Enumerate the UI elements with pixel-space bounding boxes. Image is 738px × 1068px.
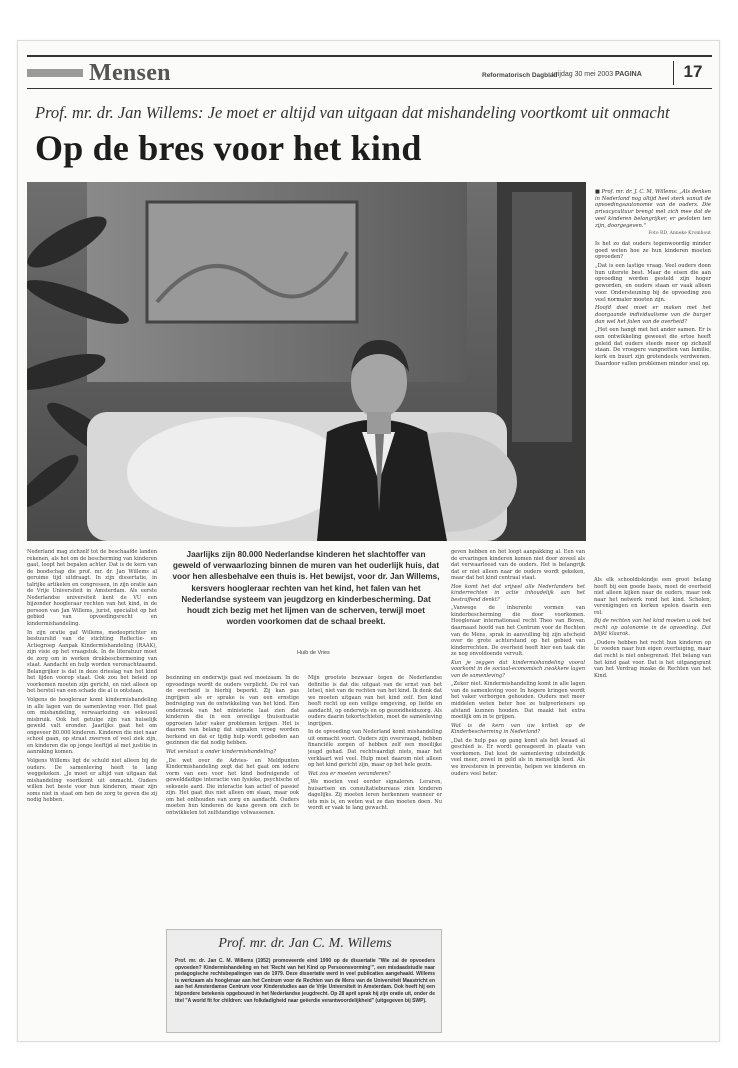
body-paragraph: „Dat de hulp pas op gang komt als het kwaad al geschied is. Er wordt gereageerd in plaats van voorkomen. Dat kost de samenleving uiteindelijk veel meer, zowel in geld als in menselijk leed. Als we investeren in preventie, helpen we kinderen en ouders veel beter. bbox=[451, 737, 585, 777]
interview-question: Wat verstaat u onder kindermishandeling? bbox=[166, 749, 276, 756]
text-column-4 bbox=[451, 549, 585, 1033]
body-paragraph: „De wet over de Advies- en Meldpunten Kindermishandeling zegt dat het gaat om iedere vorm van een voor het kind bedreigende of gewelddadige interactie van fysieke, psychische of seksuele aard. Die interactie kan actief of passief zijn. Het gaat dus niet alleen om slaan, maar ook om het onthouden van zorg en aandacht. Ouders moeten hun kinderen de kans geven om zich te ontwikkelen tot zelfstandige volwassenen. bbox=[166, 757, 299, 816]
newspaper-sheet bbox=[17, 40, 720, 1042]
body-paragraph: „Ouders hebben het recht hun kinderen op te voeden naar hun eigen overtuiging, maar dat recht is niet onbegrensd. Het belang van het kind gaat voor. Dat is het uitgangspunt van het Verdrag inzake de Rechten van het Kind. bbox=[594, 639, 711, 679]
caption-paragraph: Is het zo dat ouders tegenwoordig minder goed weten hoe ze hun kinderen moeten opvoeden? bbox=[595, 240, 711, 261]
body-paragraph: „Zeker niet. Kindermishandeling komt in alle lagen van de samenleving voor. In hogere kringen wordt het vaker verborgen gehouden. Ouders met meer middelen weten beter hoe ze hulpverleners op afstand kunnen houden. Dat maakt het extra moeilijk om in te grijpen. bbox=[451, 681, 585, 721]
body-paragraph: Volgens de hoogleraar komt kindermishandeling in alle lagen van de samenleving voor. Het gaat om mishandeling, verwaarlozing en seksueel misbruik. Ook het getuige zijn van huiselijk geweld valt eronder. Jaarlijks gaat het om ongeveer 80.000 kinderen. Kinderen die niet naar school gaan, op straat zwerven of veel ziek zijn, en kinderen die op jonge leeftijd al met justitie in aanraking komen. bbox=[27, 697, 157, 756]
section-bar bbox=[27, 69, 83, 77]
profile-title: Prof. mr. dr. Jan C. M. Willems bbox=[218, 936, 392, 951]
body-paragraph: „Vanwege de inherente vormen van kinderbescherming die door voorkomen. Hoogleraar internationaal recht Theo van Boven, daarnaast hoofd van het Centrum voor de Rechten van de Mens, sprak in aanvulling bij zijn afscheid over de grote achterstand op het gebied van kinderrechten. De overheid heeft hier een taak die ze nog onvoldoende vervult. bbox=[451, 605, 585, 658]
body-paragraph: Nederland mag zichzelf tot de beschaafde landen rekenen, als het om de bescherming van kinderen gaat, loopt het bepalen achter. Dat is de kern van de boodschap die prof. mr. dr. Jan Willems al geruime tijd uitdraagt. In zijn dissertatie, in talrijke artikelen en congressen, in zijn oratie aan de Vrije Universiteit in Amsterdam. Als eerste Nederlandse universiteit kent de VU een bijzonder hoogleraar rechten van het kind, in de persoon van Jan Willems, jurist, specialist op het gebied van opvoedingsrecht en kindermishandeling. bbox=[27, 549, 157, 628]
body-paragraph: In zijn oratie gaf Willems, medeoprichter en bestuurslid van de stichting Reflectie- en Actiegroep Aanpak Kindermishandeling (RAAK), zijn visie op het vraagstuk. In de literatuur moet de zorg om in werken drukbeschermening van staat. Aandacht en hulp worden veronachtzaamd. Belangrijker is dat in deze drieslag van het kind het lijden voorop staat. Ook zou het beleid op voorkomen moeten zijn gericht, en niet alleen op het herstel van een schade die al is ontstaan. bbox=[27, 629, 157, 695]
issue-date-text: vrijdag 30 mei 2003 bbox=[552, 71, 614, 78]
page-number-rule bbox=[673, 61, 674, 85]
text-column-3 bbox=[308, 675, 442, 923]
interview-question: Wat is de kern van uw kritiek op de Kinderbescherming in Nederland? bbox=[451, 722, 585, 736]
body-paragraph: Mijn grootste bezwaar tegen de Nederlandse definitie is dat die uitgaat van de ernst van het letsel, niet van de rechten van het kind. Ik denk dat we moeten uitgaan van het kind zelf. Een kind heeft recht op een veilige omgeving, op liefde en aandacht, op onderwijs en op gezondheidszorg. Als ouders daarin tekortschieten, moet de samenleving ingrijpen. bbox=[308, 675, 442, 727]
issue-date bbox=[552, 71, 642, 78]
body-paragraph: In de opvoeding van Nederland komt mishandeling uit onmacht voort. Ouders zijn overvraagd, hebben financiële zorgen of hebben zelf een moeilijke jeugd gehad. Dat rechtvaardigt niets, maar het verklaart wel veel. Hulp moet daarom niet alleen op het kind gericht zijn, maar op het hele gezin. bbox=[308, 729, 442, 769]
body-paragraph: „We moeten veel eerder signaleren. Leraren, huisartsen en consultatiebureaus zien kinderen dagelijks. Zij moeten leren herkennen wanneer er iets mis is, en weten wat ze dan moeten doen. Nu wordt er vaak te lang gewacht. bbox=[308, 779, 442, 812]
article-author: Huib de Vries bbox=[297, 650, 330, 656]
article-photo bbox=[27, 182, 586, 541]
photo-caption: ■ Prof. mr. dr. J. C. M. Willems: „Als denken in Nederland nog altijd heel sterk vanuit de opvoedingsautonomie van de ouders. Die privacycultuur brengt met zich mee dat de veel kinderen belangrijker, er gesloten ten zijn, doorgegeven." bbox=[595, 189, 711, 229]
caption-question: Hoofd doet moet er maken met het doorgaande individualisme van de burger dan wel het falen van de overheid? bbox=[595, 305, 711, 325]
page-header bbox=[27, 57, 712, 89]
section-title: Mensen bbox=[89, 60, 171, 86]
paper-name: Reformatorisch Dagblad bbox=[482, 72, 558, 79]
photo-caption-column bbox=[595, 189, 711, 569]
body-paragraph: geven hebben en het loopt aanpakking al. Een van de ervaringen kinderen komen niet door zoveel als dat verwaarloosd van de ouders. Het is belangrijk dat er niet alleen naar de ouders wordt gekeken, maar dat het kind centraal staat. bbox=[451, 549, 585, 582]
article-kicker: Prof. mr. dr. Jan Willems: Je moet er altijd van uitgaan dat mishandeling voortkomt uit onmacht bbox=[35, 103, 670, 122]
body-paragraph: Volgens Willems ligt de schuld niet alleen bij de ouders. De samenleving heeft te lang weggekeken. „Je moet er altijd van uitgaan dat mishandeling voortkomt uit onmacht. Ouders willen het beste voor hun kinderen, maar zijn soms niet in staat om hen de zorg te geven die zij nodig hebben. bbox=[27, 757, 157, 804]
text-column-1 bbox=[27, 549, 157, 1033]
page-number: 17 bbox=[683, 62, 703, 81]
profile-box bbox=[166, 929, 442, 1033]
interview-question: Wat zou er moeten veranderen? bbox=[308, 770, 391, 777]
text-column-5 bbox=[594, 577, 711, 1033]
newspaper-page bbox=[27, 49, 712, 1035]
page-word: PAGINA bbox=[615, 71, 642, 78]
interview-question: Hoe komt het dat vrijwel alle Nederlanders het kinderrechten in actie inhoudelijk aan het bestraffend denkt? bbox=[451, 583, 585, 603]
profile-text: Prof. mr. dr. Jan C. M. Willems (1952) promoveerde eind 1990 op de dissertatie "Wie zal de opvoeders opvoeden? Kindermishandeling en het 'Recht van het Kind op Persoonsvorming'", een misdaadstudie naar pedagogische rechtsbepalingen van de 1979. Deze dissertatie werd in veel publicaties aangehaald. Willems is werkzaam als hoogleraar aan het Centrum voor de Rechten van de Mens van de Universiteit Maastricht en aan het Amsterdamse Centrum voor Kinderstudies aan de Vrije Universiteit in Amsterdam. Ook heeft hij een bijzondere betekenis opgebouwd in het Nederlandse jeugdrecht. Op 28 april sprak hij zijn oratie uit, onder de titel "A world fit for children: van folkdadigheid naar geëerdie verantwoordelijkheid" (uitgegeven bij SWP). bbox=[175, 958, 435, 1004]
caption-paragraph: „Dat is een lastige vraag. Veel ouders doen hun uiterste best. Maar de eisen die aan opvoeding worden gesteld zijn hoger geworden, en ouders staan er vaak alleen voor. Ondersteuning bij de opvoeding zou veel normaler moeten zijn. bbox=[595, 263, 711, 303]
photo-credit: Foto RD, Anneke Kromhout bbox=[648, 231, 711, 237]
article-headline: Op de bres voor het kind bbox=[35, 128, 422, 168]
portrait-photo-illustration bbox=[27, 182, 586, 541]
text-column-2 bbox=[166, 675, 299, 923]
header-top-rule bbox=[27, 55, 712, 57]
interview-question: Kun je zeggen dat kindermishandeling vooral voorkomt in de sociaal-economisch zwakkere lagen van de samenleving? bbox=[451, 659, 585, 679]
interview-question: Bij de rechten van het kind moeten u ook het recht op autonomie in de opvoeding. Dat blijkt klaarak. bbox=[594, 618, 711, 638]
body-paragraph: bezinning en onderwijs gaat wel moeizaam. In de opvoedings wordt de ouders verplicht. De rol van de overheid is hierbij beperkt. Zij kan pas ingrijpen als er sprake is van een ernstige bedreiging van de ontwikkeling van het kind. Een onderzoek van het ministerie laat zien dat kinderen die in een onveilige thuissituatie opgroeien later vaker problemen krijgen. Het is daarom van belang dat signalen vroeg worden herkend en dat er tijdig hulp wordt geboden aan gezinnen die dat nodig hebben. bbox=[166, 675, 299, 747]
caption-paragraph: „Het een hangt met het ander samen. Er is een ontwikkeling geweest die ertoe heeft geleid dat ouders steeds meer op zichzelf staan. De vroegere vangnetten van familie, kerk en buurt zijn grotendeels verdwenen. Daardoor vallen problemen minder snel op. bbox=[595, 327, 711, 367]
article-intro: Jaarlijks zijn 80.000 Nederlandse kinderen het slachtoffer van geweld of verwaarlozing binnen de muren van het ouderlijk huis, dat voor hen allesbehalve een thuis is. Het bewijst, voor dr. Jan Willems, kersvers hoogleraar rechten van het kind, het falen van het Nederlandse systeem van jeugdzorg en kinderbescherming. Dat houdt zich bezig met het lijmen van de scherven, terwijl moet worden voorkomen dat de schaal breekt. bbox=[172, 550, 440, 627]
body-paragraph: Als elk schooldiskindje een groot belang heeft bij een goede basis, moet de overheid niet alleen kijken naar de ouders, maar ook naar het netwerk rond het kind. Scholen, verenigingen en kerken spelen daarin een rol. bbox=[594, 577, 711, 616]
